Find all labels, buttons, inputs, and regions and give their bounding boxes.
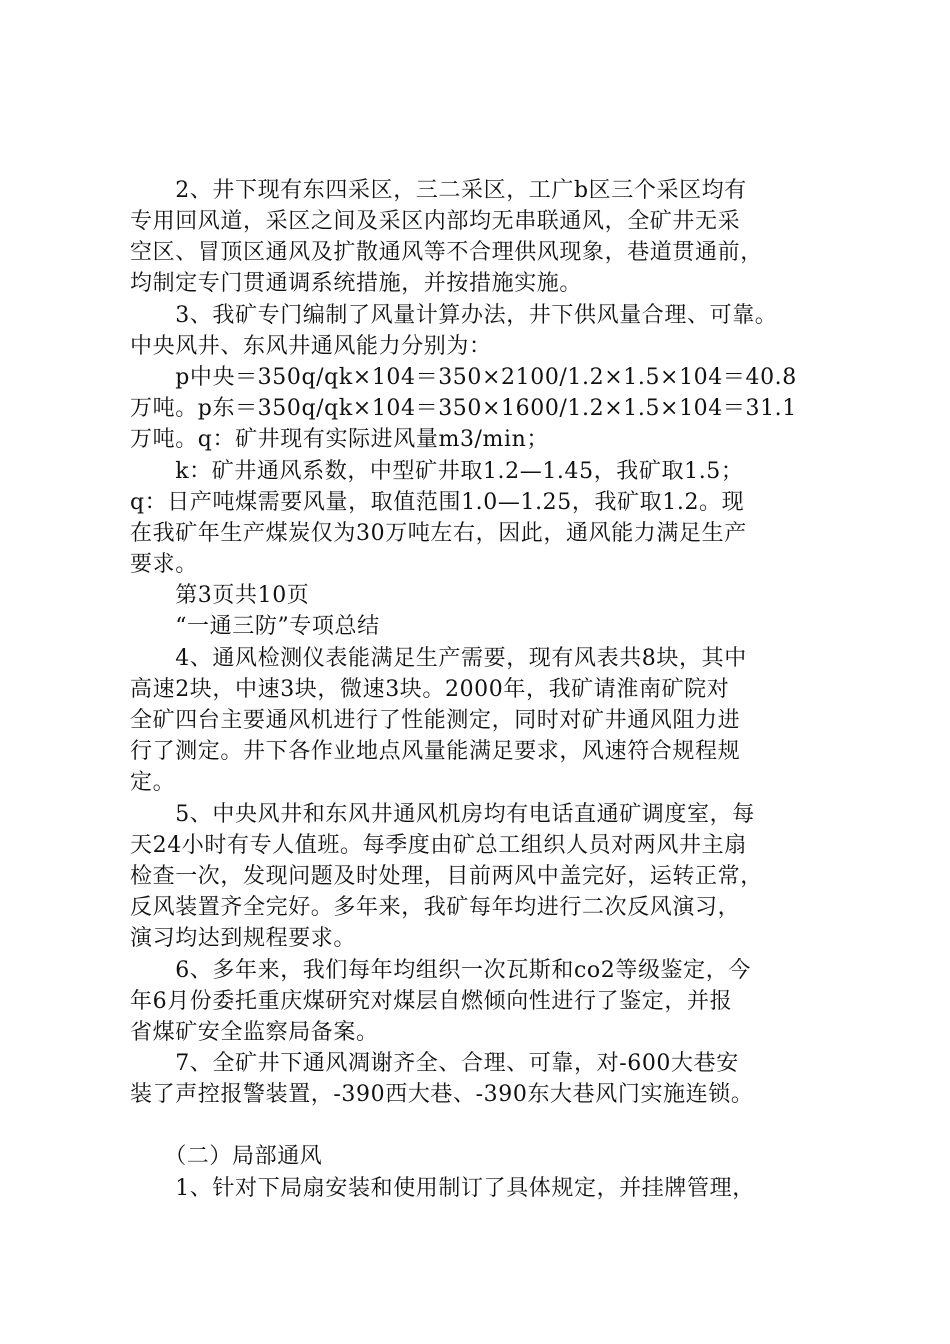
paragraph-4-line-1: 4、通风检测仪表能满足生产需要，现有风表共8块，其中 [130, 646, 747, 671]
paragraph-2-line-2: 专用回风道，采区之间及采区内部均无串联通风，全矿井无采 [130, 209, 741, 234]
paragraph-6-line-3: 省煤矿安全监察局备案。 [130, 1020, 379, 1045]
coefficient-line-2: q：日产吨煤需要风量，取值范围1.0—1.25，我矿取1.2。现 [130, 490, 745, 515]
paragraph-4-line-2: 高速2块，中速3块，微速3块。2000年，我矿请淮南矿院对 [130, 677, 730, 702]
paragraph-5-line-3: 检查一次，发现问题及时处理，目前两风中盖完好，运转正常， [130, 864, 763, 889]
paragraph-2-line-3: 空区、冒顶区通风及扩散通风等不合理供风现象，巷道贯通前， [130, 240, 763, 265]
paragraph-4-line-5: 定。 [130, 770, 176, 795]
page-number: 第3页共10页 [130, 583, 310, 608]
paragraph-2-line-4: 均制定专门贯通调系统措施，并按措施实施。 [130, 271, 583, 296]
paragraph-3-line-1: 3、我矿专门编制了风量计算办法，井下供风量合理、可靠。 [130, 303, 778, 328]
paragraph-2-line-1: 2、井下现有东四采区，三二采区，工广b区三个采区均有 [130, 178, 747, 203]
paragraph-3-line-2: 中央风井、东风井通风能力分别为： [130, 334, 492, 359]
paragraph-5-line-5: 演习均达到规程要求。 [130, 926, 357, 951]
formula-line-3: 万吨。q：矿井现有实际进风量m3/min； [130, 427, 550, 452]
section-heading-local-ventilation: （二）局部通风 [130, 1144, 323, 1169]
section-2-paragraph-1-line-1: 1、针对下局扇安装和使用制订了具体规定，并挂牌管理， [130, 1176, 755, 1201]
running-header: “一通三防”专项总结 [130, 614, 380, 639]
paragraph-5-line-1: 5、中央风井和东风井通风机房均有电话直通矿调度室，每 [130, 802, 755, 827]
coefficient-line-3: 在我矿年生产煤炭仅为30万吨左右，因此，通风能力满足生产 [130, 521, 747, 546]
coefficient-line-1: k：矿井通风系数，中型矿井取1.2—1.45，我矿取1.5； [130, 459, 744, 484]
paragraph-6-line-1: 6、多年来，我们每年均组织一次瓦斯和co2等级鉴定，今 [130, 958, 751, 983]
coefficient-line-4: 要求。 [130, 552, 198, 577]
paragraph-7-line-1: 7、全矿井下通风凋谢齐全、合理、可靠，对-600大巷安 [130, 1051, 739, 1076]
paragraph-7-line-2: 装了声控报警装置，-390西大巷、-390东大巷风门实施连锁。 [130, 1082, 754, 1107]
paragraph-5-line-2: 天24小时有专人值班。每季度由矿总工组织人员对两风井主扇 [130, 833, 747, 858]
paragraph-4-line-4: 行了测定。井下各作业地点风量能满足要求，风速符合规程规 [130, 739, 741, 764]
formula-line-2: 万吨。p东＝350q/qk×104＝350×1600/1.2×1.5×104＝31.1 [130, 396, 797, 421]
paragraph-4-line-3: 全矿四台主要通风机进行了性能测定，同时对矿井通风阻力进 [130, 708, 741, 733]
paragraph-6-line-2: 年6月份委托重庆煤研究对煤层自燃倾向性进行了鉴定，并报 [130, 989, 733, 1014]
paragraph-5-line-4: 反风装置齐全完好。多年来，我矿每年均进行二次反风演习， [130, 895, 741, 920]
formula-line-1: p中央＝350q/qk×104＝350×2100/1.2×1.5×104＝40.8 [130, 365, 797, 390]
